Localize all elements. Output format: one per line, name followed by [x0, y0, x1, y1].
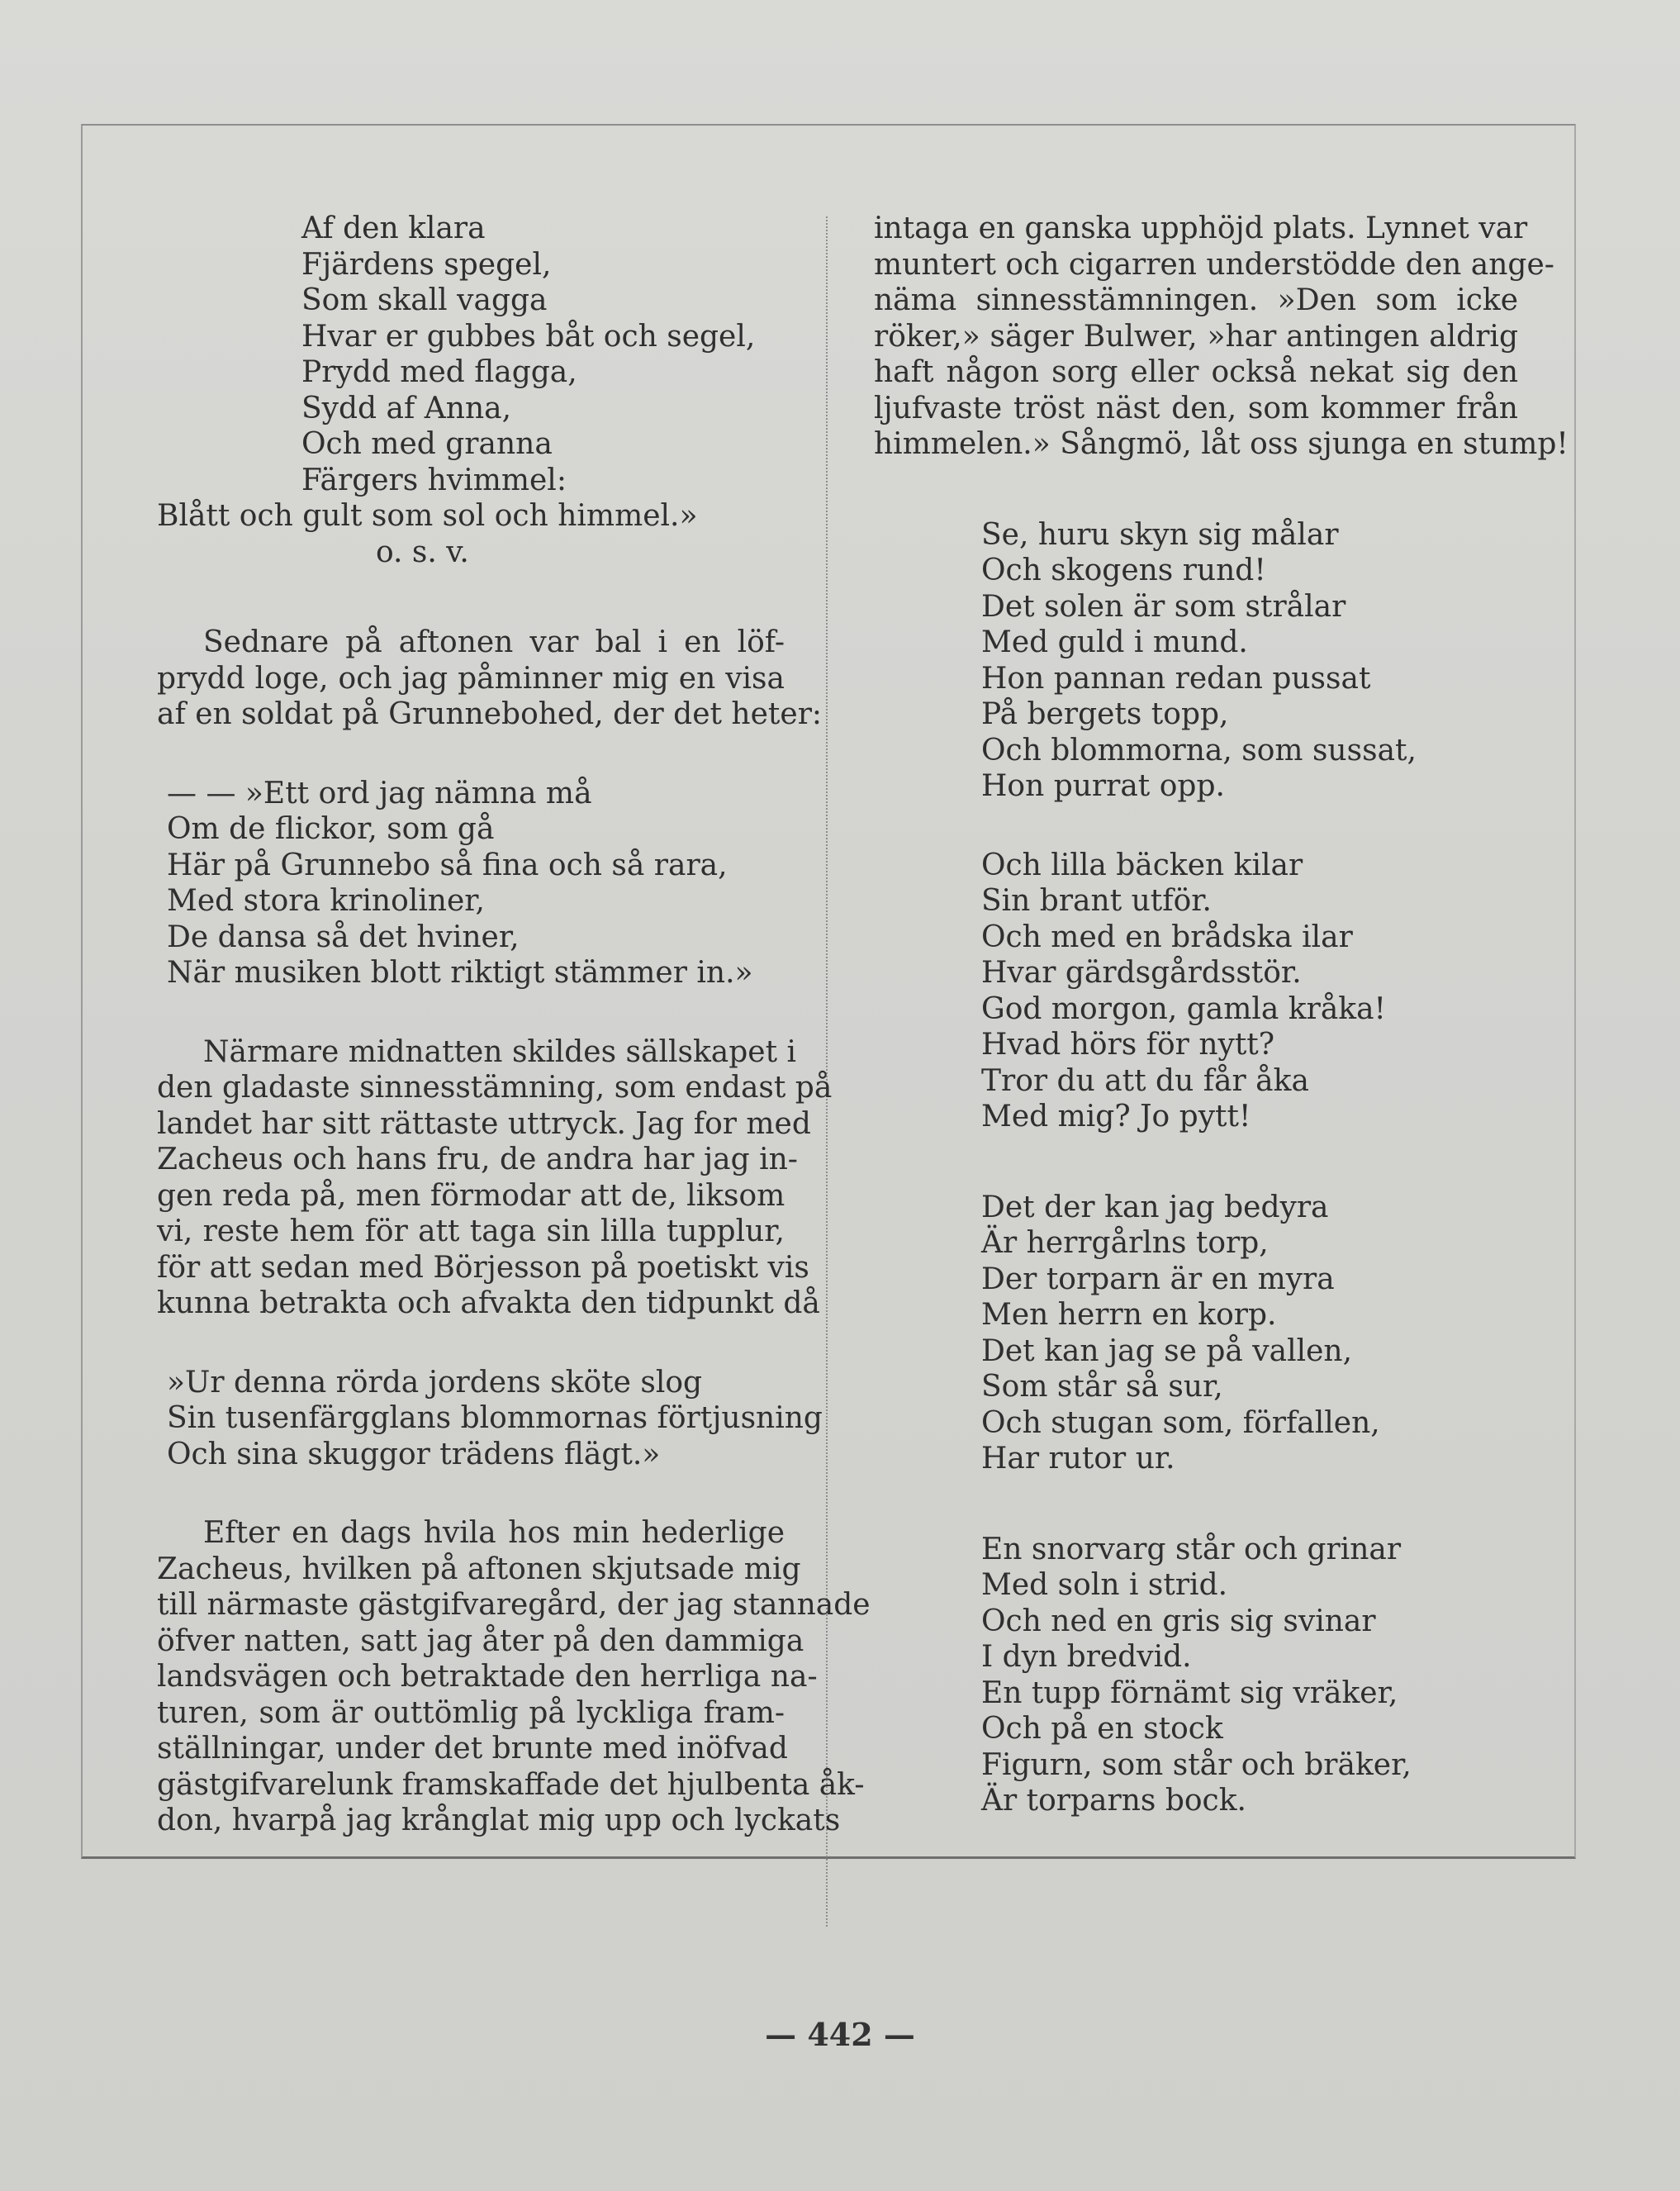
verse-line: Hvar gärdsgårdsstör. [981, 956, 1302, 990]
verse-line: Det der kan jag bedyra [981, 1190, 1329, 1224]
stanza-4 [874, 1532, 1518, 1819]
text-line: för att sedan med Börjesson på poetiskt vis [157, 1250, 809, 1285]
verse-line: Här på Grunnebo så fina och så rara, [167, 848, 728, 882]
text-line: ställningar, under det brunte med inöfvad [157, 1732, 788, 1766]
verse-line: Sin brant utför. [981, 884, 1212, 918]
verse-line: Och på en stock [981, 1712, 1223, 1746]
verse-line: Blått och gult som sol och himmel.» [157, 499, 698, 533]
text-line: af en soldat på Grunnebohed, der det heter: [157, 697, 823, 731]
verse-line: Är torparns bock. [981, 1784, 1246, 1818]
verse-line: Och lilla bäcken kilar [981, 848, 1303, 882]
text-line: prydd loge, och jag påminner mig en visa [157, 661, 785, 696]
verse-line: I dyn bredvid. [981, 1640, 1192, 1674]
text-line: landsvägen och betraktade den herrliga na- [157, 1660, 818, 1694]
left-column [157, 211, 871, 1839]
verse-line: En tupp förnämt sig vräker, [981, 1675, 1398, 1710]
text-line: den gladaste sinnesstämning, som endast på [157, 1071, 833, 1105]
poem-2 [157, 776, 785, 991]
verse-line: En snorvarg står och grinar [981, 1532, 1402, 1566]
verse-line: God morgon, gamla kråka! [981, 991, 1387, 1026]
text-line: Efter en dags hvila hos min hederlige [203, 1516, 785, 1550]
text-line: Närmare midnatten skildes sällskapet i [203, 1034, 797, 1069]
text-line: vi, reste hem för att taga sin lilla tupplur, [157, 1214, 785, 1248]
verse-line: Och med granna [301, 427, 553, 461]
verse-line: — — »Ett ord jag nämna må [167, 776, 592, 810]
verse-line: Som står så sur, [981, 1370, 1223, 1404]
verse-line: Sydd af Anna, [301, 391, 512, 425]
text-line: haft någon sorg eller också nekat sig den [874, 355, 1518, 389]
verse-line: Hon pannan redan pussat [981, 661, 1371, 696]
text-line: Zacheus, hvilken på aftonen skjutsade mig [157, 1552, 801, 1586]
text-line: gästgifvarelunk framskaffade det hjulbenta åk- [157, 1767, 865, 1802]
text-line: intaga en ganska upphöjd plats. Lynnet var [874, 211, 1528, 245]
verse-line: Hvar er gubbes båt och segel, [301, 319, 756, 354]
verse-line: De dansa så det hviner, [167, 920, 520, 954]
paragraph [157, 625, 823, 733]
verse-line: Om de flickor, som gå [167, 812, 495, 846]
text-line: muntert och cigarren understödde den ange- [874, 247, 1554, 282]
verse-line: Och stugan som, förfallen, [981, 1405, 1380, 1440]
stanza-3 [874, 1190, 1518, 1477]
text-line: till närmaste gästgifvaregård, der jag stannade [157, 1588, 871, 1622]
verse-line: Af den klara [301, 211, 486, 245]
verse-line: Med guld i mund. [981, 625, 1248, 659]
verse-line: Som skall vagga [301, 283, 548, 317]
verse-line: Med mig? Jo pytt! [981, 1100, 1251, 1134]
right-column [874, 211, 1568, 1819]
verse-line: Sin tusenfärgglans blommornas förtjusning [167, 1401, 823, 1435]
verse-line: Hvad hörs för nytt? [981, 1028, 1275, 1062]
text-line: gen reda på, men förmodar att de, liksom [157, 1178, 785, 1213]
verse-line: Och blommorna, som sussat, [981, 733, 1417, 768]
text-line: himmelen.» Sångmö, låt oss sjunga en stump! [874, 427, 1568, 461]
verse-line: När musiken blott riktigt stämmer in.» [167, 956, 753, 990]
text-line: öfver natten, satt jag åter på den dammiga [157, 1623, 804, 1658]
verse-line: Med soln i strid. [981, 1568, 1228, 1602]
verse-line: Färgers hvimmel: [301, 463, 567, 497]
verse-line: Och ned en gris sig svinar [981, 1604, 1376, 1638]
verse-line: Är herrgårlns torp, [981, 1226, 1269, 1260]
paragraph [874, 211, 1568, 463]
quote [157, 1365, 823, 1473]
verse-line: Der torparn är en myra [981, 1262, 1335, 1296]
verse-line: Och sina skuggor trädens flägt.» [167, 1437, 661, 1471]
text-line: Zacheus och hans fru, de andra har jag in- [157, 1143, 798, 1176]
verse-end: o. s. v. [376, 535, 469, 569]
stanza-2 [874, 848, 1518, 1135]
verse-line: Se, huru skyn sig målar [981, 517, 1339, 552]
paragraph [157, 1515, 871, 1839]
verse-line: Men herrn en korp. [981, 1298, 1277, 1332]
text-line: Sednare på aftonen var bal i en löf- [203, 625, 785, 659]
verse-line: Fjärdens spegel, [301, 247, 552, 282]
text-line: landet har sitt rättaste uttryck. Jag for med [157, 1106, 811, 1141]
verse-line: Med stora krinoliner, [167, 884, 485, 918]
verse-line: Prydd med flagga, [301, 355, 577, 389]
text-line: kunna betrakta och afvakta den tidpunkt då [157, 1286, 820, 1320]
verse-line: Har rutor ur. [981, 1442, 1175, 1476]
verse-line: Hon purrat opp. [981, 769, 1225, 803]
text-line: turen, som är outtömlig på lyckliga fram- [157, 1695, 785, 1730]
stanza-1 [874, 517, 1518, 805]
text-line: ljufvaste tröst näst den, som kommer från [874, 391, 1518, 425]
verse-line: »Ur denna rörda jordens sköte slog [167, 1365, 703, 1400]
verse-line: Det kan jag se på vallen, [981, 1333, 1353, 1368]
paragraph [157, 1034, 833, 1322]
page-number: — 442 — [765, 2016, 915, 2053]
verse-line: Tror du att du får åka [981, 1063, 1309, 1098]
verse-line: Det solen är som strålar [981, 589, 1346, 624]
text-line: röker,» säger Bulwer, »har antingen aldrig [874, 319, 1518, 354]
text-line: don, hvarpå jag krånglat mig upp och lyckats [157, 1804, 841, 1837]
verse-line: Och skogens rund! [981, 554, 1266, 587]
verse-line: På bergets topp, [981, 697, 1229, 731]
verse-line: Figurn, som står och bräker, [981, 1747, 1412, 1782]
poem-1 [157, 211, 785, 570]
text-line: näma sinnesstämningen. »Den som icke [874, 283, 1518, 317]
verse-line: Och med en brådska ilar [981, 920, 1353, 954]
